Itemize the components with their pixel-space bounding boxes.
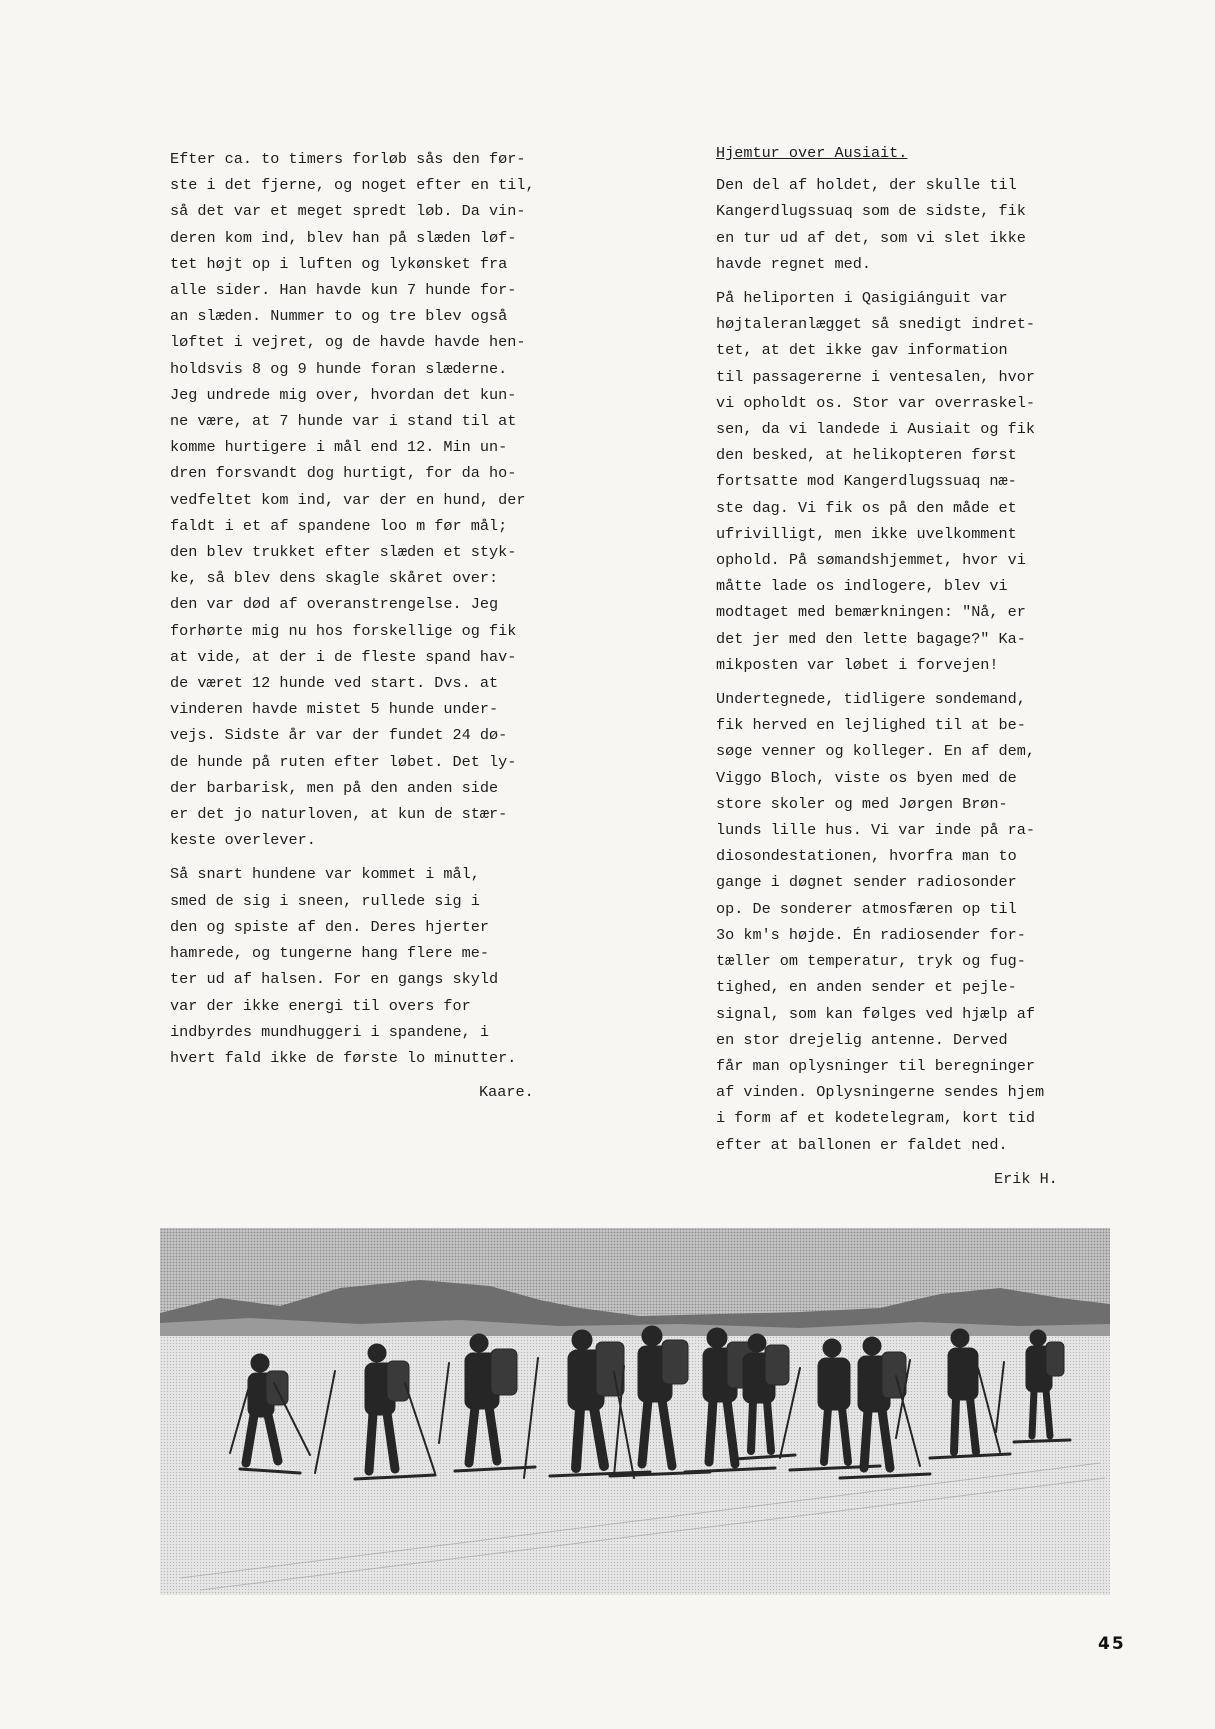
left-column xyxy=(170,146,600,1113)
page-number: 45 xyxy=(1098,1634,1126,1654)
body-paragraph: På heliporten i Qasigiánguit var højtaleranlægget så snedigt indret- tet, at det ikke gav information til passagererne i ventesalen, hvor vi opholdt os. Stor var overraskel- sen, da vi landede i Ausiait og fik den besked, at helikopteren først fortsatte mod Kangerdlugssuaq næ- ste dag. Vi fik os på den måde et ufrivilligt, men ikke uvelkomment ophold. På sømandshjemmet, hvor vi måtte lade os indlogere, blev vi modtaget med bemærkningen: "Nå, er det jer med den lette bagage?" Ka- mikposten var løbet i forvejen! xyxy=(716,289,1035,674)
body-paragraph: Så snart hundene var kommet i mål, smed de sig i sneen, rullede sig i den og spiste af den. Deres hjerter hamrede, og tungerne hang flere me- ter ud af halsen. For en gangs skyld var der ikke energi til overs for indbyrdes mundhuggeri i spandene, i hvert fald ikke de første lo minutter. xyxy=(170,865,517,1067)
skiers-photo xyxy=(160,1228,1110,1595)
body-paragraph: Den del af holdet, der skulle til Kangerdlugssuaq som de sidste, fik en tur ud af det, som vi slet ikke havde regnet med. xyxy=(716,176,1026,273)
author-signature: Kaare. xyxy=(479,1083,534,1102)
body-paragraph: Undertegnede, tidligere sondemand, fik herved en lejlighed til at be- søge venner og kolleger. En af dem, Viggo Bloch, viste os byen med de store skoler og med Jørgen Brøn- lunds lille hus. Vi var inde på ra- diosondestationen, hvorfra man to gange i døgnet sender radiosonder op. De sonderer atmosfæren op til 3o km's højde. Én radiosender for- tæller om temperatur, tryk og fug- tighed, en anden sender et pejle- signal, som kan følges ved hjælp af en stor drejelig antenne. Derved får man oplysninger til beregninger af vinden. Oplysningerne sendes hjem i form af et kodetelegram, kort tid efter at ballonen er faldet ned. xyxy=(716,690,1045,1154)
right-column xyxy=(716,140,1116,1200)
section-heading: Hjemtur over Ausiait. xyxy=(716,144,908,162)
author-signature: Erik H. xyxy=(994,1169,1058,1188)
skiers-photo-illustration xyxy=(160,1228,1110,1595)
body-paragraph: Efter ca. to timers forløb sås den før- ste i det fjerne, og noget efter en til, så det var et meget spredt løb. Da vin- deren kom ind, blev han på slæden løf- tet højt op i luften og lykønsket fra alle sider. Han havde kun 7 hunde for- an slæden. Nummer to og tre blev også løftet i vejret, og de havde havde hen- holdsvis 8 og 9 hunde foran slæderne. Jeg undrede mig over, hvordan det kun- ne være, at 7 hunde var i stand til at komme hurtigere i mål end 12. Min un- dren forsvandt dog hurtigt, for da ho- vedfeltet kom ind, var der en hund, der faldt i et af spandene loo m før mål; den blev trukket efter slæden et styk- ke, så blev dens skagle skåret over: den var død af overanstrengelse. Jeg forhørte mig nu hos forskellige og fik at vide, at der i de fleste spand hav- de været 12 hunde ved start. Dvs. at vinderen havde mistet 5 hunde under- vejs. Sidste år var der fundet 24 dø- de hunde på ruten efter løbet. Det ly- der barbarisk, men på den anden side er det jo naturloven, at kun de stær- keste overlever. xyxy=(170,150,535,850)
